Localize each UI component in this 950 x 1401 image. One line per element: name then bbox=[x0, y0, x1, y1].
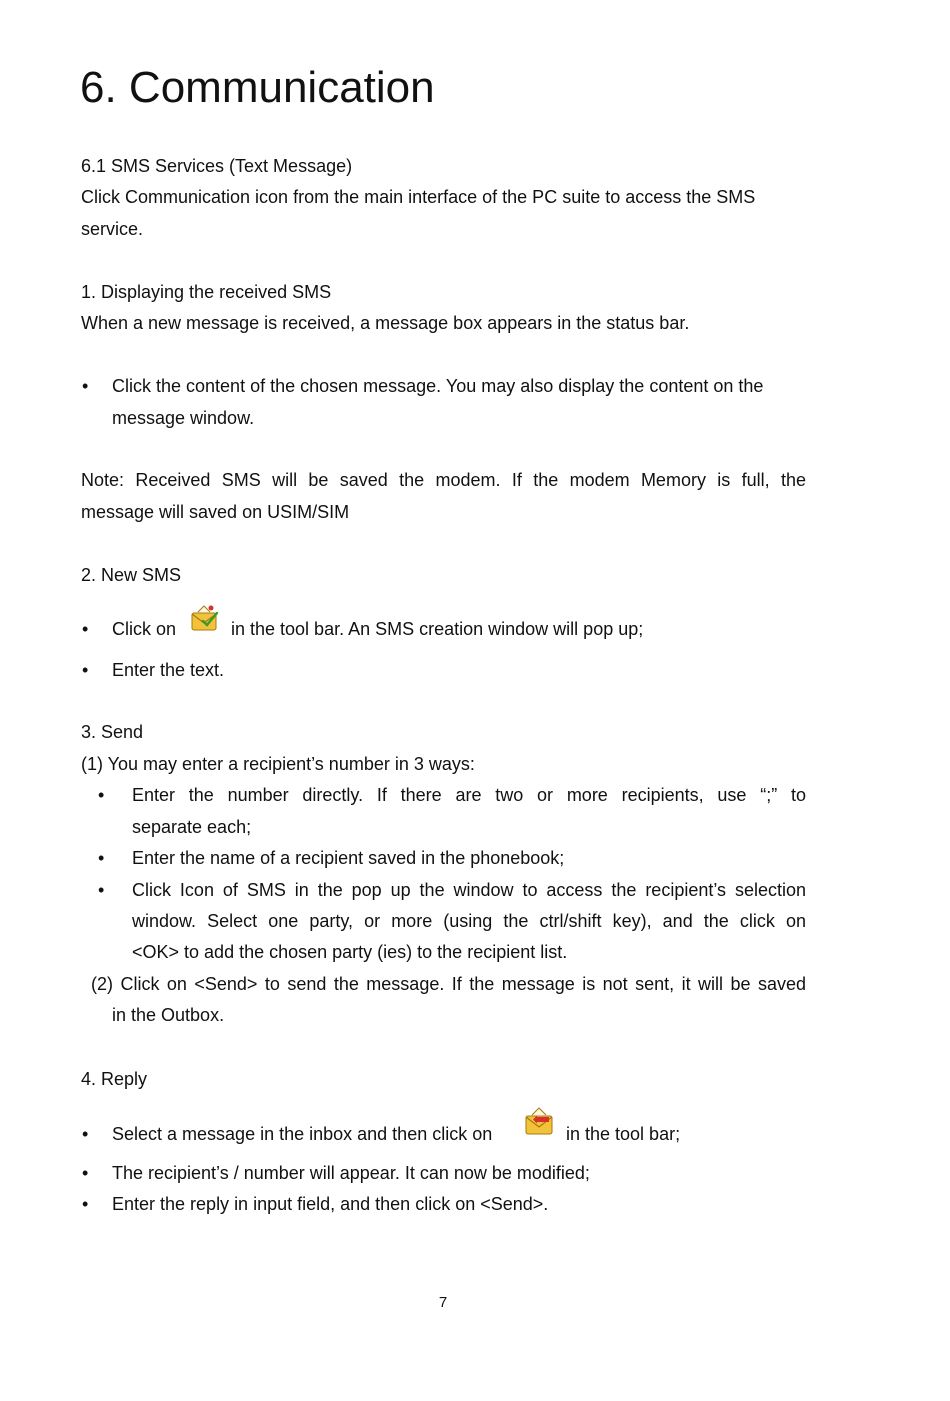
section-3-bullet-3-line-1: Click Icon of SMS in the pop up the window to access the recipient’s selection bbox=[132, 880, 806, 900]
note-line-1: Note: Received SMS will be saved the modem. If the modem Memory is full, the bbox=[81, 470, 806, 490]
bullet-marker: • bbox=[82, 1163, 89, 1183]
section-4-bullet-2: The recipient’s / number will appear. It can now be modified; bbox=[112, 1163, 590, 1183]
section-3-paragraph-1: (1) You may enter a recipient’s number in 3 ways: bbox=[81, 754, 475, 774]
section-4-bullet-1-post: in the tool bar; bbox=[566, 1124, 681, 1144]
section-2-heading: 2. New SMS bbox=[81, 565, 182, 585]
section-3-paragraph-2-line-1: (2) Click on <Send> to send the message. If the message is not sent, it will be saved bbox=[91, 974, 806, 994]
bullet-marker: • bbox=[82, 376, 89, 396]
section-2-bullet-2: Enter the text. bbox=[112, 660, 225, 680]
section-3-bullet-2: Enter the name of a recipient saved in the phonebook; bbox=[132, 848, 565, 868]
section-6-1-intro-line-2: service. bbox=[81, 219, 144, 239]
bullet-marker: • bbox=[82, 660, 89, 680]
new-sms-envelope-icon bbox=[190, 603, 220, 633]
section-3-bullet-1-line-2: separate each; bbox=[132, 817, 252, 837]
section-6-1-intro-line-1: Click Communication icon from the main interface of the PC suite to access the SMS bbox=[81, 187, 756, 207]
section-3-bullet-3-line-2: window. Select one party, or more (using the ctrl/shift key), and the click on bbox=[132, 911, 806, 931]
section-6-1-heading: 6.1 SMS Services (Text Message) bbox=[81, 156, 353, 176]
page-number: 7 bbox=[438, 1294, 448, 1311]
note-line-2: message will saved on USIM/SIM bbox=[81, 502, 350, 522]
section-3-bullet-1-line-1: Enter the number directly. If there are two or more recipients, use “;” to bbox=[132, 785, 806, 805]
section-1-heading: 1. Displaying the received SMS bbox=[81, 282, 332, 302]
bullet-marker: • bbox=[82, 619, 89, 639]
section-3-bullet-3-line-3: <OK> to add the chosen party (ies) to the recipient list. bbox=[132, 942, 568, 962]
section-3-paragraph-2-line-2: in the Outbox. bbox=[112, 1005, 225, 1025]
section-1-bullet-line-2: message window. bbox=[112, 408, 255, 428]
page-title: 6. Communication bbox=[80, 63, 435, 112]
bullet-marker: • bbox=[98, 848, 105, 868]
section-4-bullet-3: Enter the reply in input field, and then click on <Send>. bbox=[112, 1194, 549, 1214]
section-1-bullet-line-1: Click the content of the chosen message. You may also display the content on the bbox=[112, 376, 764, 396]
section-2-bullet-1-pre: Click on bbox=[112, 619, 177, 639]
section-2-bullet-1-post: in the tool bar. An SMS creation window will pop up; bbox=[231, 619, 644, 639]
reply-envelope-icon bbox=[523, 1105, 555, 1137]
bullet-marker: • bbox=[98, 880, 105, 900]
section-4-bullet-1-pre: Select a message in the inbox and then click on bbox=[112, 1124, 493, 1144]
section-3-heading: 3. Send bbox=[81, 722, 144, 742]
bullet-marker: • bbox=[82, 1194, 89, 1214]
section-4-heading: 4. Reply bbox=[81, 1069, 148, 1089]
section-1-body: When a new message is received, a message box appears in the status bar. bbox=[81, 313, 690, 333]
bullet-marker: • bbox=[82, 1124, 89, 1144]
bullet-marker: • bbox=[98, 785, 105, 805]
